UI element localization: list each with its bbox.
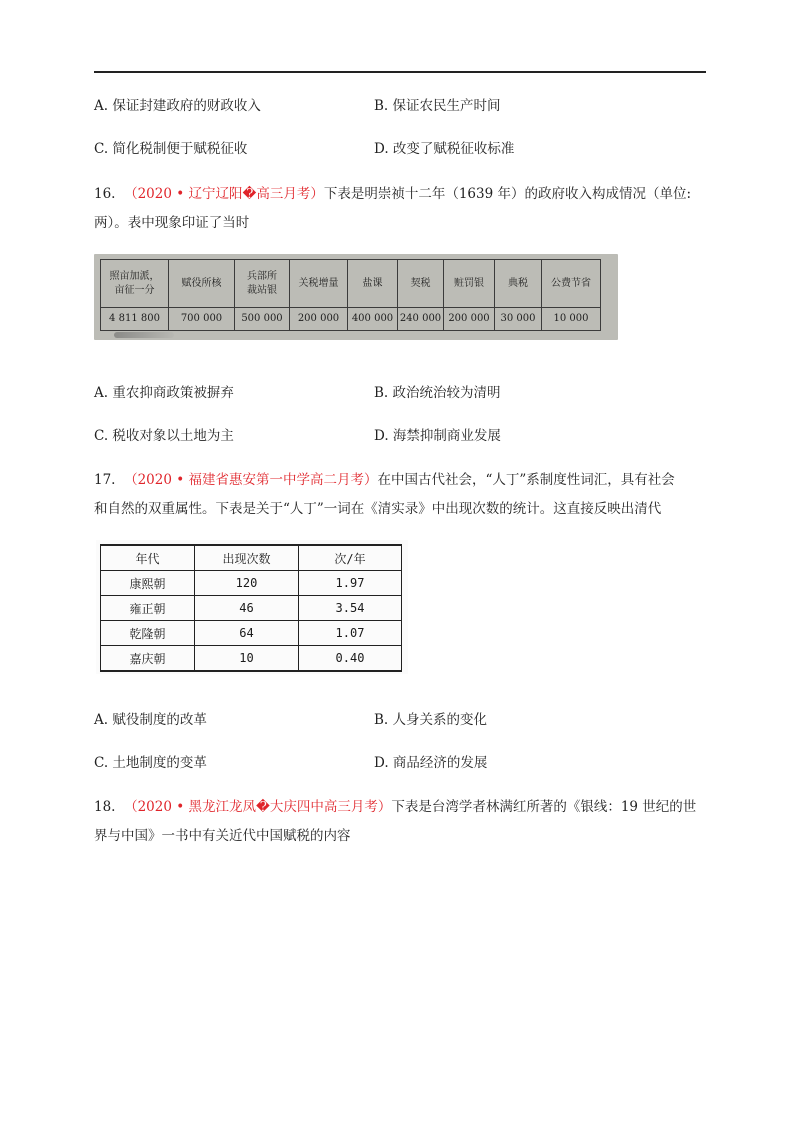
q16-header-cell: 赃罚银 — [444, 260, 495, 308]
q16-header-cell: 公费节省 — [542, 260, 601, 308]
q16-value-cell: 240 000 — [398, 308, 444, 331]
q17-stem-text1: 在中国古代社会，“人丁”系制度性词汇，具有社会 — [377, 472, 675, 488]
q18-source: （2020 • 黑龙江龙凤�大庆四中高三月考） — [124, 799, 392, 815]
q16-table — [100, 259, 601, 331]
header-rule — [94, 71, 706, 73]
q17-cell: 雍正朝 — [101, 596, 195, 621]
q16-header-cell: 关税增量 — [290, 260, 348, 308]
q17-header-cell: 出现次数 — [195, 545, 299, 571]
q15-option-d: D. 改变了赋税征收标准 — [374, 141, 515, 157]
q16-header-cell: 兵部所 裁站银 — [235, 260, 290, 308]
q17-stem-line1 — [94, 471, 675, 489]
q16-source: （2020 • 辽宁辽阳�高三月考） — [124, 186, 324, 202]
q17-option-a: A. 赋役制度的改革 — [94, 712, 207, 728]
table-row — [101, 646, 402, 672]
q17-table — [100, 544, 402, 672]
q16-stem-line2: 两）。表中现象印证了当时 — [94, 215, 250, 231]
q16-value-cell: 400 000 — [348, 308, 398, 331]
q17-cell: 46 — [195, 596, 299, 621]
q17-cell: 3.54 — [299, 596, 402, 621]
q17-option-b: B. 人身关系的变化 — [374, 712, 488, 728]
q16-header-cell: 契税 — [398, 260, 444, 308]
q16-stem-line1 — [94, 185, 691, 203]
q17-cell: 1.97 — [299, 571, 402, 596]
q17-cell: 嘉庆朝 — [101, 646, 195, 672]
q16-stem-text1: 下表是明崇祯十二年（1639 年）的政府收入构成情况（单位: — [323, 186, 692, 202]
q16-option-a: A. 重农抑商政策被摒弃 — [94, 385, 234, 401]
q17-cell: 120 — [195, 571, 299, 596]
q17-cell: 康熙朝 — [101, 571, 195, 596]
q15-option-c: C. 简化税制便于赋税征收 — [94, 141, 248, 157]
q17-source: （2020 • 福建省惠安第一中学高二月考） — [124, 472, 378, 488]
q18-stem-line2: 界与中国》一书中有关近代中国赋税的内容 — [94, 828, 351, 844]
q16-option-c: C. 税收对象以土地为主 — [94, 428, 234, 444]
q17-cell: 0.40 — [299, 646, 402, 672]
q16-value-cell: 4 811 800 — [101, 308, 169, 331]
table-row — [101, 571, 402, 596]
q16-value-cell: 200 000 — [444, 308, 495, 331]
q17-cell: 64 — [195, 621, 299, 646]
q17-header-cell: 年代 — [101, 545, 195, 571]
q16-header-cell: 典税 — [495, 260, 542, 308]
q16-header-cell: 照亩加派， 亩征一分 — [101, 260, 169, 308]
table-row — [101, 621, 402, 646]
q16-table-value-row — [101, 308, 601, 331]
q16-number: 16. — [94, 186, 116, 202]
q17-table-header-row — [101, 545, 402, 571]
q16-value-cell: 200 000 — [290, 308, 348, 331]
q17-cell: 1.07 — [299, 621, 402, 646]
q18-stem-line1 — [94, 798, 696, 816]
q17-number: 17. — [94, 472, 116, 488]
q16-value-cell: 700 000 — [169, 308, 235, 331]
q16-value-cell: 500 000 — [235, 308, 290, 331]
q16-table-image — [94, 254, 618, 340]
q16-table-header-row — [101, 260, 601, 308]
q18-stem-text1: 下表是台湾学者林满红所著的《银线：19 世纪的世 — [391, 799, 697, 815]
q16-value-cell: 10 000 — [542, 308, 601, 331]
q17-table-image — [96, 540, 408, 674]
q15-option-b: B. 保证农民生产时间 — [374, 98, 501, 114]
q17-cell: 乾隆朝 — [101, 621, 195, 646]
q16-header-cell: 赋役所核 — [169, 260, 235, 308]
table-row — [101, 596, 402, 621]
q17-stem-line2: 和自然的双重属性。下表是关于“人丁”一词在《清实录》中出现次数的统计。这直接反映出清代 — [94, 501, 662, 517]
q17-cell: 10 — [195, 646, 299, 672]
q17-option-c: C. 土地制度的变革 — [94, 755, 207, 771]
q16-option-b: B. 政治统治较为清明 — [374, 385, 501, 401]
photo-smudge — [114, 332, 174, 338]
q15-option-a: A. 保证封建政府的财政收入 — [94, 98, 261, 114]
q16-option-d: D. 海禁抑制商业发展 — [374, 428, 501, 444]
q16-value-cell: 30 000 — [495, 308, 542, 331]
q17-header-cell: 次/年 — [299, 545, 402, 571]
q16-header-cell: 盐课 — [348, 260, 398, 308]
q17-option-d: D. 商品经济的发展 — [374, 755, 488, 771]
q18-number: 18. — [94, 799, 116, 815]
